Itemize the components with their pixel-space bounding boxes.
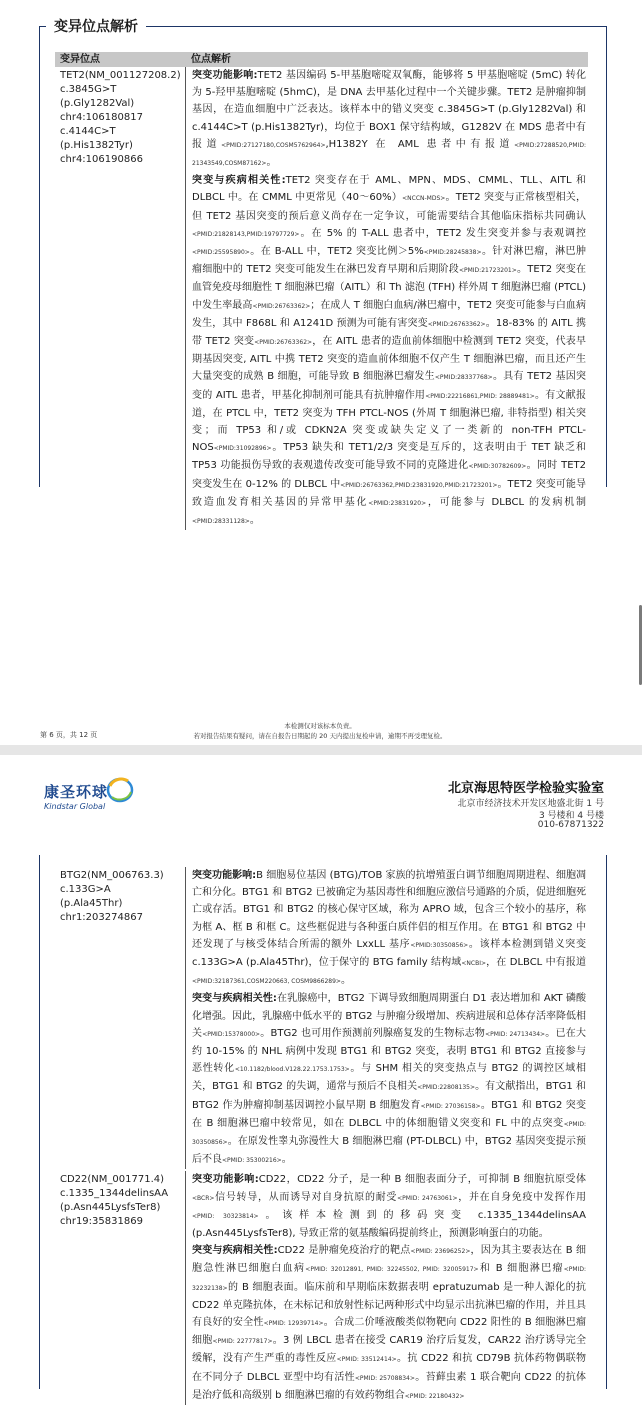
paragraph-text: 。18-83% 的 AITL 携带 TET2 突变 [192,317,586,348]
paragraph-text: B 细胞易位基因 (BTG)/TOB 家族的抗增殖蛋白调节细胞周期进程、细胞凋亡和分化。BTG1 和 BTG2 已被确定为基因毒性和细胞应激信号通路的介质，促进细胞死亡或存活。BTG1 和 BTG2 的核心保守区域，称为 APRO 域，包含三个较小的基序，称为框 A、框 B 和框 C。这些框促进与各种蛋白质伴侣的相互作用。在 BTG1 和 BTG2 中还发现了与核受体结合所需的额外 LxxLL 基序 [192,870,586,950]
site-line: c.1335_1344delinsAA [60,1188,169,1200]
lab-name: 北京海思特医学检验实验室 [447,781,604,796]
reference: <NCCN-MDS> [402,195,446,203]
reference: <PMID:26763362> [252,302,311,310]
paragraph-text: 。TET2 突变与正常核型相关，但 TET2 基因突变的预后意义尚存在一定争议，可能需要结合其他临床指标共同确认 [192,192,587,222]
reference: <PMID: 25708834> [354,1374,415,1382]
reference: <PMID:25595890> [192,249,250,257]
paragraph-text: 。同时 TET2 突变发生在 0-12% 的 DLBCL 中 [192,460,587,490]
reference: <PMID: 22777817> [212,1338,273,1346]
site-line: BTG2(NM_006763.3) [60,870,164,881]
section-title: 变异位点解析 [46,16,146,36]
company-logo [44,781,108,811]
reference: <PMID:22216861,PMID: 28889481> [425,392,535,400]
paragraph-text: 。抗 CD22 和抗 CD79B 抗体药物偶联物在不同分子 DLBCL 亚型中均有活性 [192,1353,587,1383]
paragraph-text: 。在 5% 的 T-ALL 患者中，TET2 发生突变并参与表观调控 [299,227,586,239]
function-text: ,H1382Y 在 AML 患者中有报道 [325,138,515,150]
site-line: TET2(NM_001127208.2) [60,70,181,81]
paragraph-text: 。TET2 突变在血管免疫母细胞性 T 细胞淋巴瘤（AITL）和 Th 滤泡 (TFH) 样外周 T 细胞淋巴瘤 (PTCL) 中发生率最高 [192,264,586,311]
reference: <PMID:26763362> [427,320,486,328]
paragraph-text: ，在 DLBCL 中有报道 [486,957,586,969]
reference: <PMID:22808135> [417,1084,476,1092]
paragraph-text: 。TET2 突变可能导致造血发育相关基因的异常甲基化 [192,478,587,508]
paragraph-text: 。合成二价唾液酸类似物靶向 CD22 阳性的 B 细胞淋巴瘤细胞 [192,1317,587,1347]
function-paragraph [192,67,586,172]
function-paragraph [192,867,586,990]
paragraph-text: 。 [281,1154,292,1166]
reference: <BCR> [192,1194,215,1202]
paragraph-text: 。有文献指出，BTG1 和 BTG2 作为肿瘤抑制基因调控小鼠早期 B 细胞发育 [192,1081,586,1111]
function-label: 突变功能影响: [192,70,258,81]
lab-address: 北京市经济技术开发区地盛北街 1 号 [457,799,604,809]
paragraph-text: 。 [249,515,260,527]
paragraph-text: 。BTG2 也可用作预测前列腺癌复发的生物标志物 [260,1027,486,1039]
site-line: chr4:106190866 [60,154,143,165]
reference: <PMID: 32232138> [192,1266,587,1292]
reference: <PMID:21723201> [458,267,517,275]
header-variant-site: 变异位点 [60,54,100,65]
variant-site-cell [55,867,185,1169]
paragraph-text: 。在 B-ALL 中，TET2 突变比例＞5% [249,246,424,258]
logo-chinese: 康圣环球 [44,783,109,801]
lab-address-building: 3 号楼和 4 号楼 [538,811,604,821]
paragraph-text: 。该样本检测到错义突变 c.133G>A (p.Ala45Thr)，位于保守的 BTG family 结构域 [192,938,587,969]
reference: <PMID: 33512414> [336,1356,397,1364]
table-row-tet2 [55,67,588,530]
reference: <PMID: 30350856> [192,1120,586,1147]
table-row-cd22 [55,1171,588,1405]
table-header [55,52,588,67]
paragraph-text: 。苔藓虫素 1 联合靶向 CD22 的抗体是治疗低和高级别 b 细胞淋巴瘤的有效药物组合 [192,1371,586,1401]
paragraph-text: ，因为其主要表达在 B 细胞急性淋巴细胞白血病 [192,1245,587,1275]
paragraph-text: 的 B 细胞表面。临床前和早期临床数据表明 epratuzumab 是一种人源化的抗 CD22 单克隆抗体，在未标记和放射性标记两种形式中均显示出抗淋巴瘤的作用，并且具有良好的安全性 [192,1281,586,1329]
reference: <PMID:28337768> [434,374,493,382]
paragraph-text: CD22 是肿瘤免疫治疗的靶点 [277,1245,411,1257]
paragraph-text: 在乳腺癌中，BTG2 下调导致细胞周期蛋白 D1 表达增加和 AKT 磷酸化增强。因此，乳腺癌中低水平的 BTG2 与肿瘤分级增加、疾病进展和总体存活率降低相关 [192,993,586,1039]
disclaimer-line: 本检测仅对该标本负责。 [284,722,356,730]
paragraph-text: 。TP53 缺失和 TET1/2/3 突变是互斥的，这表明由于 TET 缺乏和 TP53 功能损伤导致的表观遗传改变可能导致不同的克隆进化 [192,442,586,472]
disease-label: 突变与疾病相关性: [192,993,277,1005]
reference: <PMID:28331128> [192,518,250,526]
paragraph-text: 。在原发性睾丸弥漫性大 B 细胞淋巴瘤 (PT-DLBCL) 中，BTG2 基因突变提示预后不良 [192,1136,586,1166]
disease-paragraph [192,172,586,530]
paragraph-text: 。有文献报道，在 PTCL 中，TET2 突变为 TFH PTCL-NOS (外周 T 细胞淋巴瘤, 非特指型) 相关突变；而 TP53 和/或 CDKN2A 突变或缺失定义了一类新的 non-TFH PTCL-NOS [192,389,587,454]
reference: <PMID: 23696252> [410,1248,471,1256]
paragraph-text: 信号转导，从而诱导对自身抗原的耐受 [214,1191,398,1203]
site-line: chr4:106180817 [60,112,143,123]
paragraph-text: 。针对淋巴瘤，淋巴肿瘤细胞中的 TET2 突变可能发生在淋巴发育早期和后期阶段 [192,246,587,276]
reference: <PMID: 30323814> [192,1212,259,1220]
reference: <PMID:31092896> [213,445,272,453]
site-line: (p.His1382Tyr) [60,140,133,151]
paragraph-text: 。与 SHM 相关的突变热点与 BTG2 的调控区域相关，BTG1 和 BTG2 的失调，通常与预后不良相关 [192,1063,587,1093]
reference: <PMID:30782609> [468,463,527,471]
paragraph-text: CD22，CD22 分子，是一种 B 细胞表面分子，可抑制 B 细胞抗原受体 [258,1174,586,1186]
variant-site-cell [55,67,185,530]
header-site-analysis: 位点解析 [191,54,231,65]
variant-table [55,52,588,530]
site-line: CD22(NM_001771.4) [60,1174,165,1186]
paragraph-text: 。3 例 LBCL 患者在接受 CAR19 治疗后复发，CAR22 治疗诱导完全缓解，没有产生严重的毒性反应 [192,1335,586,1365]
site-line: chr19:35831869 [60,1216,143,1228]
reference: <PMID:23831920> [368,499,427,507]
site-analysis-cell [185,1171,588,1405]
paragraph-text: ；在成人 T 细胞白血病/淋巴瘤中，TET2 突变可能参与白血病发生，其中 F868L 和 A1241D 预测为可能有害突变 [192,299,587,329]
function-label: 突变功能影响: [192,870,257,881]
paragraph-text: ，并在自身免疫中发挥作用 [457,1191,587,1203]
reference: <10.1182/blood.V128.22.1753.1753> [234,1066,350,1074]
page-number: 第 6 页，共 12 页 [40,731,98,739]
site-line: chr1:203274867 [60,912,143,923]
site-line: c.3845G>T [60,84,117,95]
reference: <PMID: 22180432> [404,1392,465,1400]
reference: <PMID: 27036158> [420,1102,481,1110]
paragraph-text: ，在 AITL 患者的造血前体细胞中检测到 TET2 突变，代表早期基因突变, AITL 中携 TET2 突变的造血前体细胞不仅产生 T 细胞淋巴瘤，而且还产生大量突变的成熟 B 细胞，可能导致 B 细胞淋巴瘤发生 [192,336,586,383]
function-text: TET2 基因编码 5-甲基胞嘧啶双氧酶，能够将 5 甲基胞嘧啶 (5mC) 转化为 5-羟甲基胞嘧啶 (5hmC)，是 DNA 去甲基化过程中一个关键步骤。TET2 是肿瘤抑制基因，在造血细胞中广泛表达。该样本中的错义突变 c.3845G>T (p.Gly1282Val) 和 c.4144C>T (p.His1382Tyr)，均位于 BOX1 保守结构域，G1282V 在 MDS 患者中有报道 [192,70,586,150]
site-line: c.4144C>T [60,126,116,137]
function-text: 。 [266,157,277,169]
reference: <PMID:27288520,PMID: 21343549,COSM87162> [192,141,586,168]
site-analysis-cell [185,67,588,530]
reference: <PMID:30350856> [410,941,469,949]
reference: <PMID: 32012891, PMID: 32245502, PMID: 32005917> [305,1266,479,1274]
reference: <PMID: 24713434> [485,1030,546,1038]
site-analysis-cell [185,867,588,1169]
paragraph-text: 。已在大约 10-15% 的 NHL 病例中发现 BTG1 和 BTG2 突变，表明 BTG1 和 BTG2 直接参与恶性转化 [192,1027,586,1075]
function-label: 突变功能影响: [192,1174,259,1186]
disclaimer-line: 若对报告结果有疑问，请在自报告日期起的 20 天内提出复检申请，逾期不再受理复检。 [193,732,447,740]
logo-ring-icon [106,777,134,803]
site-line: (p.Asn445LysfsTer8) [60,1202,161,1214]
lab-phone: 010-67871322 [537,820,604,830]
report-disclaimer [180,721,460,741]
reference: <PMID:26763362,PMID:23831920,PMID:21723201> [340,481,498,489]
reference: <PMID:26763362> [254,339,313,347]
reference: <PMID:21828143,PMID:19797729> [192,230,300,238]
reference: <PMID:28245838> [423,249,482,257]
disease-label: 突变与疾病相关性: [192,1245,278,1257]
disease-paragraph [192,990,586,1169]
variant-site-cell [55,1171,185,1405]
paragraph-text: 和 B 细胞淋巴瘤 [478,1263,564,1275]
paragraph-text: 。该样本检测到的移码突变 c.1335_1344delinsAA (p.Asn445LysfsTer8), 导致正常的氨基酸编码提前终止，预测影响蛋白的功能。 [192,1209,586,1240]
paragraph-text: TET2 突变存在于 AML、MPN、MDS、CMML、TLL、AITL 和 DLBCL 中。在 CMML 中更常见（40～60%） [192,175,586,204]
site-line: (p.Gly1282Val) [60,98,135,109]
reference: <PMID: 12939714> [263,1320,324,1328]
disease-paragraph [192,1242,586,1405]
disease-label: 突变与疾病相关性: [192,175,286,187]
reference: <NCBI> [461,960,486,968]
table-row-btg2 [55,867,588,1169]
page-divider [0,745,642,755]
reference: <PMID:15378000> [202,1030,261,1038]
reference: <PMID:27127180,COSM5762964> [221,141,326,149]
reference: <PMID: 24763061> [397,1194,458,1202]
site-line: (p.Ala45Thr) [60,898,123,909]
function-paragraph [192,1171,586,1242]
site-line: c.133G>A [60,884,111,895]
paragraph-text: ，可能参与 DLBCL 的发病机制 [426,496,587,508]
logo-english: Kindstar Global [44,802,106,811]
reference: <PMID: 35300216> [222,1157,282,1165]
paragraph-text: 。 [340,975,351,987]
variant-table [55,867,588,1405]
reference: <PMID:32187361,COSM220663, COSM9866289> [192,978,341,986]
report-page-7 [0,755,642,1401]
paragraph-text: 。BTG1 和 BTG2 突变在 B 细胞淋巴瘤中较常见，如在 DLBCL 中的体细胞错义突变和 FL 中的点突变 [192,1099,586,1129]
paragraph-text: 。具有 TET2 基因突变的 AITL 患者，甲基化抑制剂可能具有抗肿瘤作用 [192,371,586,401]
